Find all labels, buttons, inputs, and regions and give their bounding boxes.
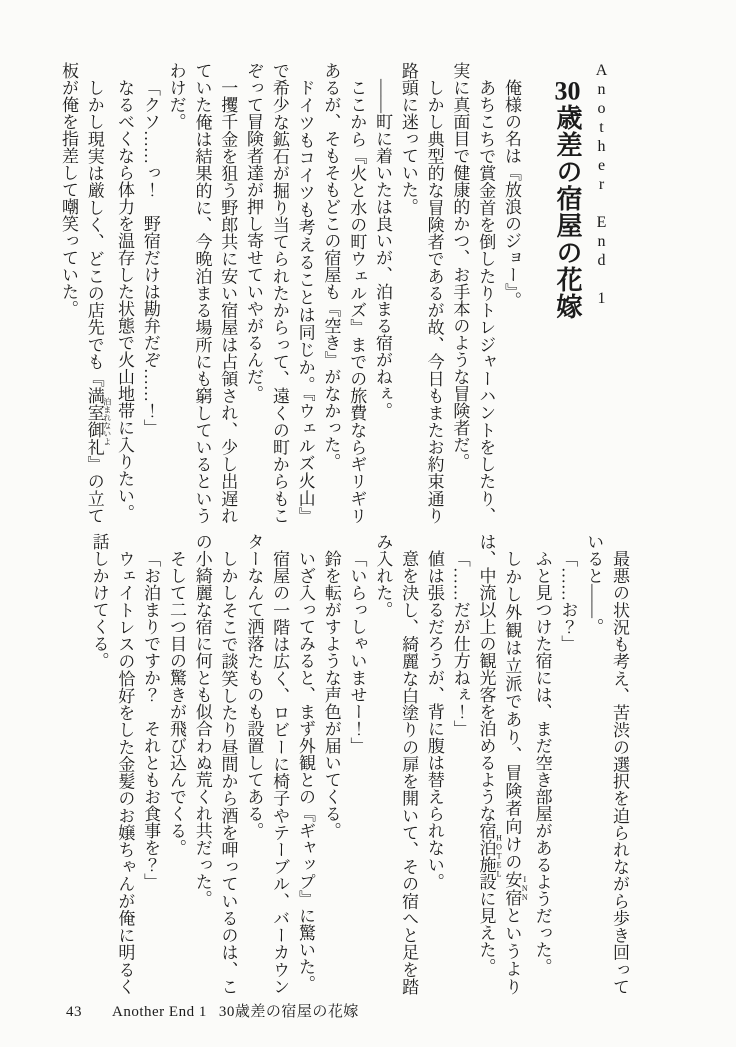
ruby-annotated-text: 宿泊施設 HOTEL: [476, 822, 504, 890]
paragraph: 「……お？」: [558, 550, 578, 652]
ruby-annotated-text: 安宿 INN: [502, 871, 530, 907]
footer-chapter-ja: 30歳差の宿屋の花嫁: [218, 1004, 359, 1020]
page-footer: [66, 1000, 359, 1021]
ruby-annotated-text: 満室御礼 泊まれないよ: [84, 387, 112, 456]
paragraph: ――町に着いたは良いが、泊まる宿がねぇ。: [373, 79, 393, 419]
paragraph: 一攫千金を狙う野郎共に安い宿屋は占領され、少し出遅れていた俺は結果的に、今晩泊まる場所にも窮しているというわけだ。: [166, 62, 238, 524]
paragraph: ドイツもコイツも考えることは同じか。『ウェルズ火山』で希少な鉱石が掘り当てられたからって、遠くの町からもこぞって冒険者達が押し寄せていやがるんだ。: [244, 62, 315, 524]
paragraph: ここから『火と水の町ウェルズ』までの旅費ならギリギリあるが、そもそもどこの宿屋も『空き』がなかった。: [321, 62, 367, 524]
paragraph: ふと見つけた宿には、まだ空き部屋があるようだった。: [532, 550, 552, 975]
paragraph: ウェイトレスの恰好をした金髪のお嬢ちゃんが俺に明るく話しかけてくる。: [89, 533, 135, 995]
paragraph: 意を決し、綺麗な白塗りの扉を開いて、その宿へと足を踏み入れた。: [373, 533, 419, 995]
text-block-top: [55, 62, 618, 524]
page-number: 43: [66, 1004, 82, 1020]
paragraphs-top: [55, 62, 524, 524]
paragraph: しかし現実は厳しく、どこの店先でも『満室御礼 泊まれないよ』の立て板が俺を指差して嘲笑っていた。: [58, 62, 112, 525]
paragraph: 「……だが仕方ねぇ！」: [450, 550, 470, 737]
paragraph: しかし典型的な冒険者であるが故、今日もまたお約束通り路頭に迷っていた。: [398, 62, 444, 524]
paragraph: そして二つ目の驚きが飛び込んでくる。: [166, 550, 186, 856]
paragraph: しかし外観は立派であり、冒険者向けの安宿 INNというよりは、中流以上の観光客を泊めるような宿泊施設 HOTELに見えた。: [476, 533, 530, 996]
chapter-title: [550, 62, 618, 524]
paragraph: しかしそこで談笑したり昼間から酒を呷っているのは、この小綺麗な宿に何とも似合わぬ荒くれ共だった。: [192, 533, 238, 995]
paragraph: 「クソ……っ！ 野宿だけは勘弁だぞ……！」: [140, 79, 160, 436]
chapter-title-ja: [550, 78, 584, 320]
paragraph: 宿屋の一階は広く、ロビーに椅子やテーブル、バーカウンターなんて洒落たものも設置してある。: [244, 533, 290, 995]
paragraph: あちこちで賞金首を倒したりトレジャーハントをしたり、実に真面目で健康的かつ、お手本のような冒険者だ。: [450, 62, 496, 524]
paragraph: 鈴を転がすような声色が届いてくる。: [321, 550, 341, 839]
paragraph: 「いらっしゃいませー！」: [347, 550, 367, 754]
paragraph: 値は張るだろうが、背に腹は替えられない。: [424, 550, 444, 890]
paragraph: 最悪の状況も考え、苦渋の選択を迫られながら歩き回っていると――。: [584, 533, 629, 995]
paragraph: 「お泊まりですか？ それともお食事を？」: [141, 550, 161, 890]
paragraph: いざ入ってみると、まず外観との『ギャップ』に驚いた。: [295, 550, 315, 992]
paragraph: なるべくなら体力を温存した状態で火山地帯に入りたい。: [115, 79, 135, 521]
chapter-title-text: 歳差の宿屋の花嫁: [553, 104, 582, 320]
paragraph: 俺様の名は『放浪のジョー』。: [502, 79, 521, 309]
footer-chapter-en: Another End 1: [112, 1004, 207, 1020]
chapter-title-en: Another End 1: [593, 62, 610, 309]
text-block-bottom: [86, 533, 632, 995]
chapter-title-number: 30: [554, 78, 581, 104]
